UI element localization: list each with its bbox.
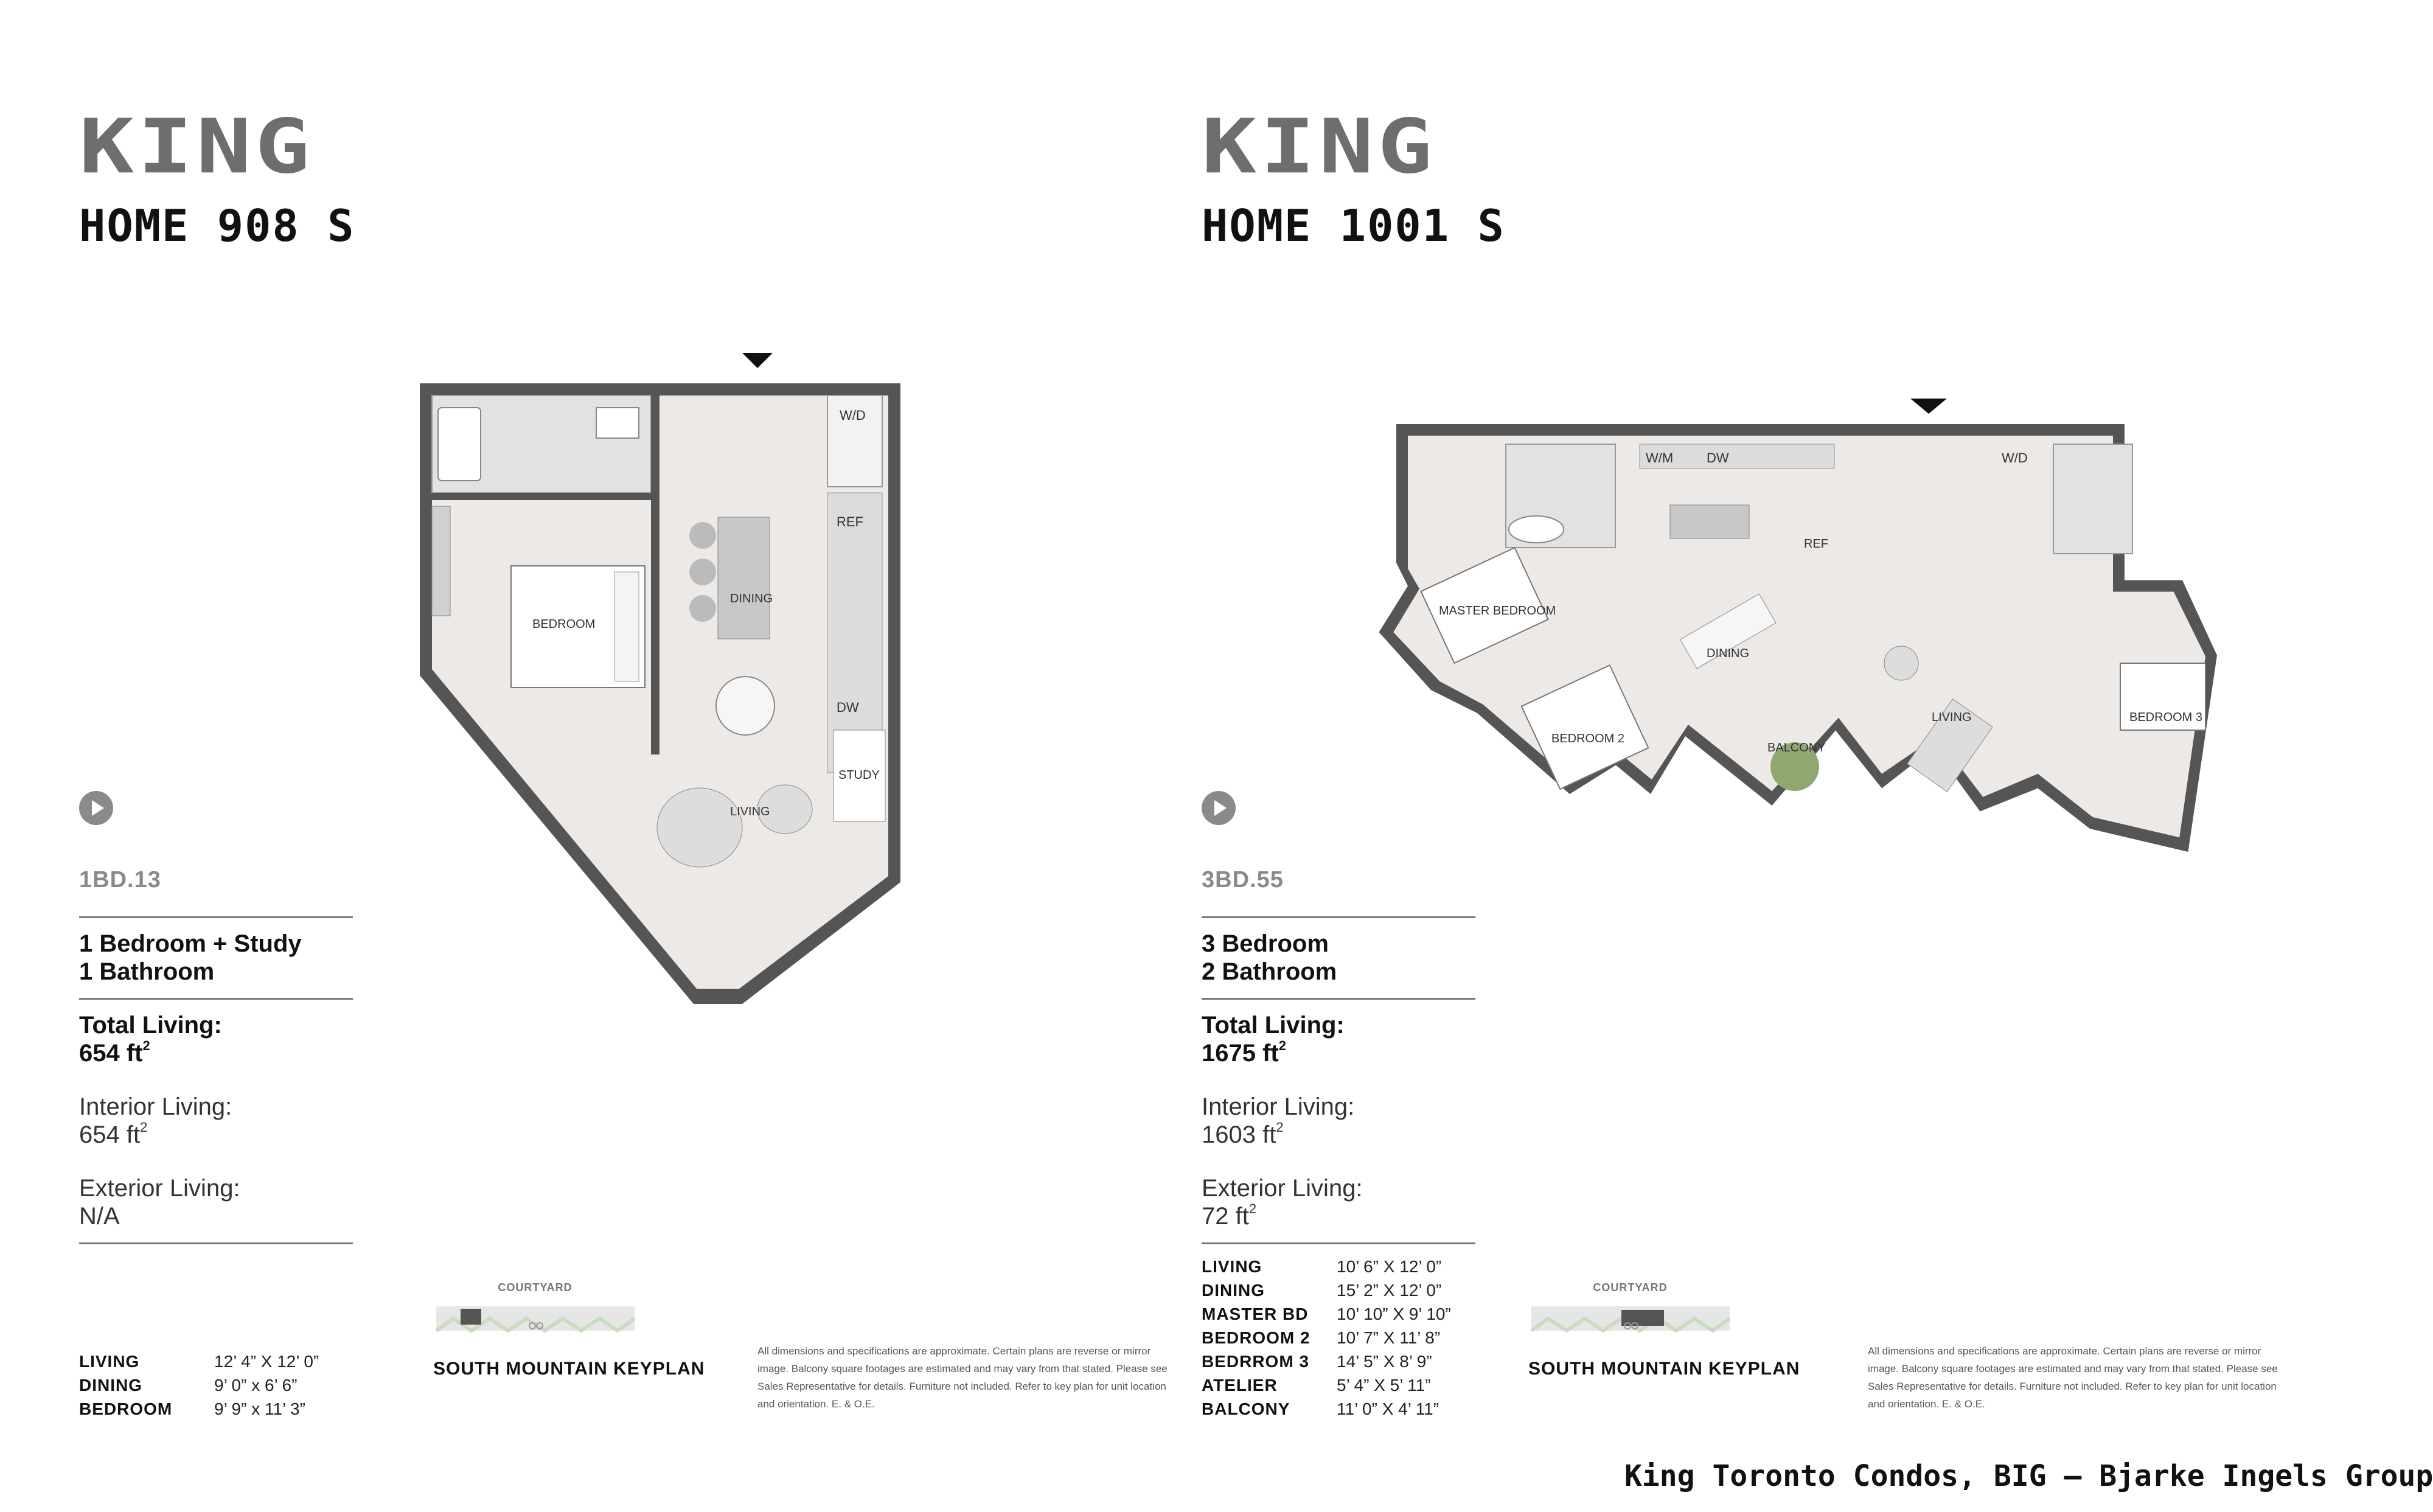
- config-line-2: 1 Bathroom: [79, 958, 215, 985]
- plan-label-balcony: BALCONY: [1767, 741, 1826, 754]
- vanity: [596, 408, 639, 438]
- total-living-value: 654 $ft^2$: [79, 1038, 150, 1067]
- dimension-row: [79, 1373, 319, 1397]
- dimension-row: [1202, 1255, 1451, 1278]
- dimension-label: DINING: [1202, 1281, 1265, 1300]
- dimension-value: 9’ 0” x 6’ 6”: [214, 1376, 298, 1395]
- home-title: HOME 908 S: [79, 200, 355, 251]
- exterior-living-label: Exterior Living:: [79, 1175, 240, 1202]
- bathtub: [438, 408, 481, 481]
- plan-label-bedroom2: BEDROOM 2: [1551, 732, 1625, 745]
- second-bath: [2053, 444, 2132, 554]
- dimension-label: LIVING: [1202, 1257, 1262, 1276]
- kitchen-island: [718, 517, 770, 639]
- total-living-label: Total Living:: [79, 1012, 222, 1039]
- play-icon[interactable]: [79, 791, 113, 825]
- unit-code: 1BD.13: [79, 867, 161, 893]
- exterior-living-value: 72 $ft^2$: [1202, 1201, 1257, 1230]
- disclaimer: All dimensions and specifications are approximate. Certain plans are reverse or mirror image. Balcony square footages are estimated and may vary from that stated. Please see Sales Representative for details. Furniture not included. Refer to key plan for unit location and orientation. E. & O.E.: [1868, 1345, 2278, 1410]
- plan-label-living: LIVING: [1932, 711, 1972, 724]
- exterior-living-label: Exterior Living:: [1202, 1175, 1363, 1202]
- plan-label-bedroom3: BEDROOM 3: [2129, 711, 2203, 724]
- plan-label-wd: W/D: [2002, 450, 2028, 465]
- interior-wall-bath: [432, 493, 651, 500]
- dimension-label: ATELIER: [1202, 1376, 1278, 1395]
- brand-logo: KING: [79, 103, 314, 190]
- dimension-label: BEDROOM: [79, 1399, 173, 1418]
- total-living-label: Total Living:: [1202, 1012, 1345, 1039]
- dimension-value: 10’ 6” X 12’ 0”: [1337, 1257, 1442, 1276]
- dimension-value: 15’ 2” X 12’ 0”: [1337, 1281, 1442, 1300]
- divider: [79, 998, 353, 1000]
- exterior-living-value: N/A: [79, 1203, 120, 1230]
- dimension-label: BEDROOM 2: [1202, 1328, 1310, 1347]
- dimension-row: [1202, 1397, 1451, 1421]
- divider: [1202, 916, 1475, 918]
- stool: [689, 559, 716, 585]
- dimension-label: BALCONY: [1202, 1399, 1290, 1418]
- keyplan-title: SOUTH MOUNTAIN KEYPLAN: [1528, 1359, 1800, 1379]
- plan-label-bedroom: BEDROOM: [532, 618, 596, 631]
- stool: [689, 522, 716, 549]
- floor-plan-908s: [414, 347, 919, 1010]
- dimension-row: [1202, 1326, 1451, 1350]
- plan-label-dw: DW: [837, 700, 859, 715]
- interior-living-label: Interior Living:: [79, 1093, 232, 1120]
- plan-label-dining: DINING: [1707, 647, 1749, 660]
- divider: [79, 916, 353, 918]
- stool: [689, 595, 716, 622]
- plan-label-wd: W/D: [840, 408, 866, 423]
- home-title: HOME 1001 S: [1202, 200, 1505, 251]
- keyplan-courtyard-label: COURTYARD: [498, 1281, 573, 1294]
- floor-plan-1001s: [1281, 389, 2278, 846]
- entry-arrow: [742, 353, 773, 368]
- dimension-label: DINING: [79, 1376, 142, 1395]
- closet: [432, 506, 450, 616]
- total-living-value: 1675 $ft^2$: [1202, 1038, 1286, 1067]
- divider: [79, 1242, 353, 1244]
- dimension-value: 10’ 7” X 11’ 8”: [1337, 1328, 1441, 1347]
- unit-code: 3BD.55: [1202, 867, 1284, 893]
- dimension-value: 14’ 5” X 8’ 9”: [1337, 1352, 1432, 1371]
- config-line-2: 2 Bathroom: [1202, 958, 1337, 985]
- keyplan-map: [1530, 1300, 1731, 1337]
- armchair: [1884, 646, 1918, 680]
- config-line-1: 3 Bedroom: [1202, 930, 1329, 957]
- plan-label-living: LIVING: [730, 805, 770, 818]
- dimension-value: 10’ 10” X 9’ 10”: [1337, 1305, 1451, 1323]
- dimension-value: 12’ 4” X 12’ 0”: [214, 1352, 319, 1371]
- dimension-label: MASTER BD: [1202, 1305, 1309, 1323]
- keyplan-title: SOUTH MOUNTAIN KEYPLAN: [433, 1359, 705, 1379]
- keyplan: [1528, 1281, 1800, 1379]
- plan-label-study: STUDY: [838, 768, 880, 782]
- disclaimer: All dimensions and specifications are approximate. Certain plans are reverse or mirror image. Balcony square footages are estimated and may vary from that stated. Please see Sales Representative for details. Furniture not included. Refer to key plan for unit location and orientation. E. & O.E.: [757, 1345, 1168, 1410]
- kitchen-island: [1670, 505, 1749, 538]
- keyplan: [433, 1281, 705, 1379]
- floorplan-sheet-1001s: [1123, 0, 2291, 1512]
- keyplan-courtyard-label: COURTYARD: [1593, 1281, 1668, 1294]
- interior-living-value: 654 $ft^2$: [79, 1120, 148, 1148]
- interior-living-label: Interior Living:: [1202, 1093, 1355, 1120]
- plan-label-master: MASTER BEDROOM: [1439, 604, 1556, 618]
- interior-living-value: 1603 $ft^2$: [1202, 1120, 1284, 1148]
- dining-table: [716, 677, 774, 735]
- keyplan-map: [435, 1300, 636, 1337]
- room-dimensions: [79, 1350, 319, 1421]
- play-icon[interactable]: [1202, 791, 1236, 825]
- brand-logo: KING: [1202, 103, 1436, 190]
- dimension-value: 5’ 4” X 5’ 11”: [1337, 1376, 1431, 1395]
- dimension-value: 11’ 0” X 4’ 11”: [1337, 1399, 1439, 1418]
- plan-label-dw: DW: [1707, 450, 1729, 465]
- plan-label-ref: REF: [837, 514, 863, 529]
- bathtub: [1509, 516, 1564, 543]
- interior-wall-bed: [651, 395, 660, 754]
- config-line-1: 1 Bedroom + Study: [79, 930, 302, 957]
- sofa: [657, 788, 742, 867]
- room-dimensions: [1202, 1255, 1451, 1421]
- dimension-row: [79, 1350, 319, 1373]
- dimension-row: [79, 1397, 319, 1421]
- floorplan-sheet-908s: [0, 0, 1168, 1512]
- plan-label-wm: W/M: [1646, 450, 1674, 465]
- plan-label-ref: REF: [1804, 537, 1828, 551]
- dimension-label: LIVING: [79, 1352, 140, 1371]
- credit-line: King Toronto Condos, BIG – Bjarke Ingels Group: [1624, 1459, 2433, 1493]
- divider: [1202, 1242, 1475, 1244]
- entry-arrow: [1910, 399, 1947, 414]
- dimension-value: 9’ 9” x 11’ 3”: [214, 1399, 305, 1418]
- dimension-label: BEDRROM 3: [1202, 1352, 1310, 1371]
- dimension-row: [1202, 1278, 1451, 1302]
- divider: [1202, 998, 1475, 1000]
- dimension-row: [1202, 1302, 1451, 1326]
- dimension-row: [1202, 1373, 1451, 1397]
- dimension-row: [1202, 1350, 1451, 1373]
- plan-label-dining: DINING: [730, 592, 773, 605]
- pillow: [614, 572, 639, 681]
